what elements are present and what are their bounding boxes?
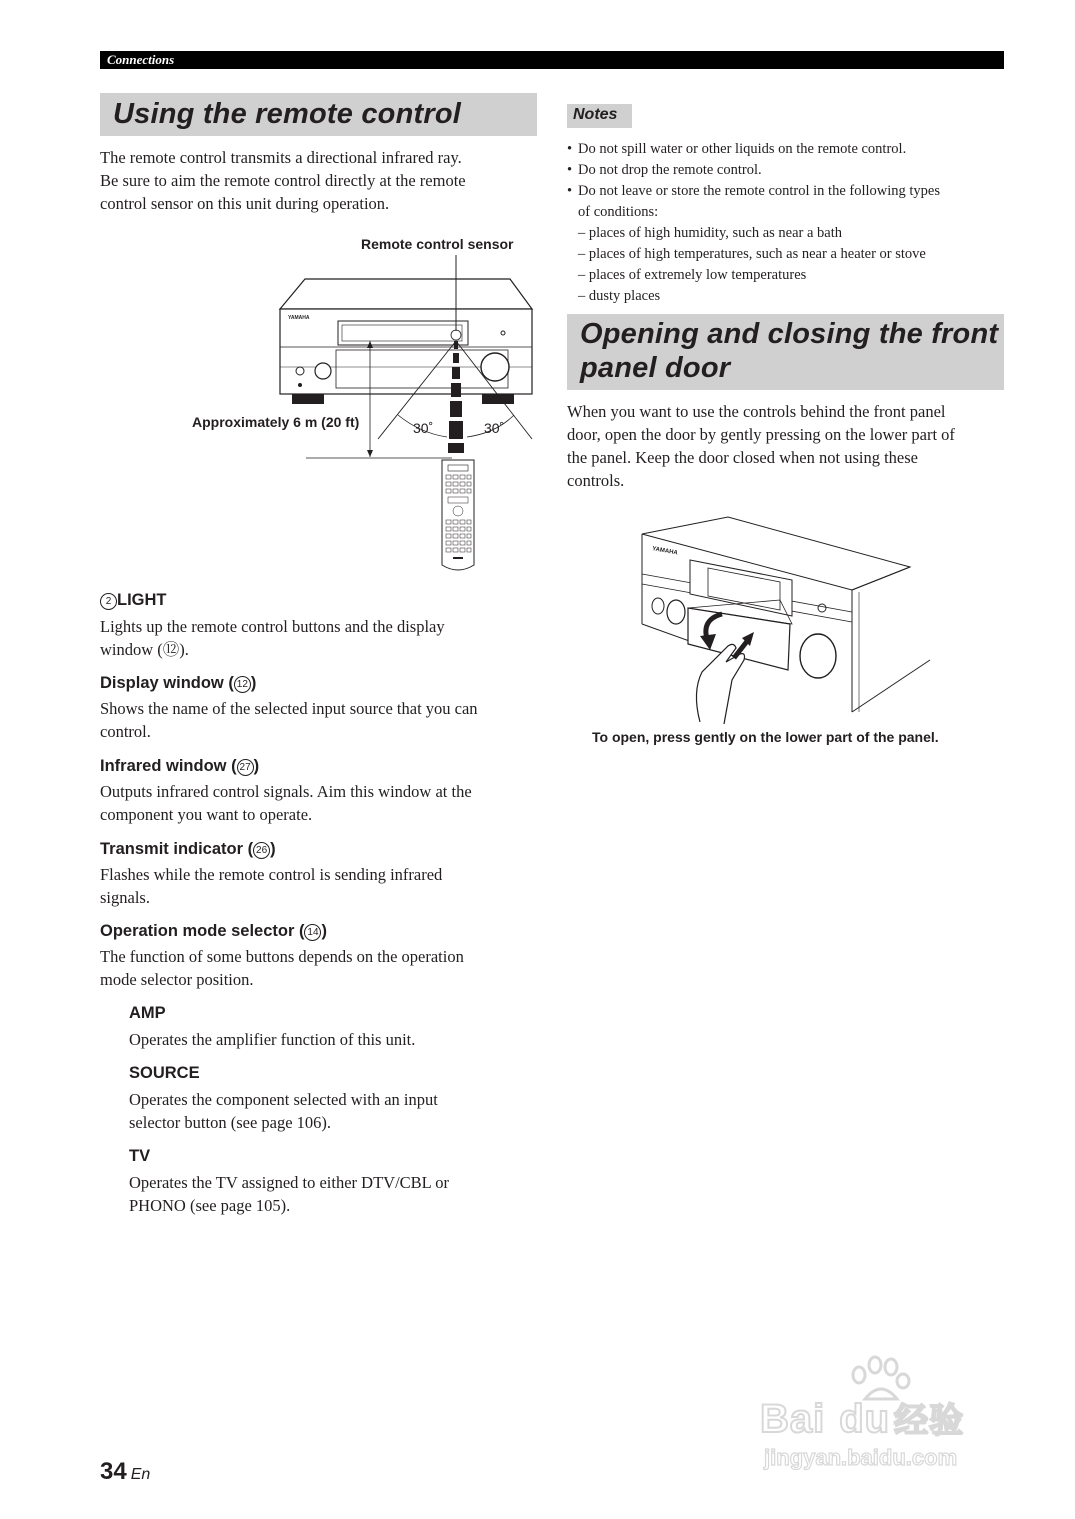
page-lang: En bbox=[130, 1466, 151, 1483]
page-number bbox=[100, 1458, 150, 1486]
ref-number: 2 bbox=[100, 593, 117, 610]
remote-sensor-diagram bbox=[270, 255, 540, 580]
item-display-body-2: control. bbox=[100, 722, 151, 741]
intro-line-1: The remote control transmits a directional infrared ray. bbox=[100, 148, 462, 167]
power-knob bbox=[315, 363, 331, 379]
door-intro-4: controls. bbox=[567, 471, 625, 490]
front-panel-diagram bbox=[630, 512, 940, 732]
section-label: Connections bbox=[107, 52, 175, 67]
item-light-body-2: window (⑫). bbox=[100, 640, 189, 659]
sensor-label: Remote control sensor bbox=[361, 236, 514, 252]
angle-left: 30˚ bbox=[413, 420, 434, 436]
ref-number: 27 bbox=[237, 759, 254, 776]
mode-amp-body: Operates the amplifier function of this unit. bbox=[129, 1030, 416, 1049]
item-display-body-1: Shows the name of the selected input source that you can bbox=[100, 699, 478, 718]
mode-tv-body-1: Operates the TV assigned to either DTV/CBL or bbox=[129, 1173, 450, 1192]
section-title-box bbox=[100, 93, 537, 136]
distance-label: Approximately 6 m (20 ft) bbox=[192, 414, 360, 430]
section-header-bar bbox=[100, 51, 1004, 69]
ref-number: 14 bbox=[304, 924, 321, 941]
item-transmit-body-2: signals. bbox=[100, 888, 150, 907]
mode-amp-heading: AMP bbox=[129, 1004, 166, 1022]
item-light-heading: 2 LIGHT bbox=[100, 591, 167, 610]
remote-control bbox=[442, 460, 474, 570]
wm-brand: Bai bbox=[760, 1397, 826, 1441]
section-title-2-line-1: Opening and closing the front bbox=[580, 318, 999, 350]
item-display-heading: Display window ( 12 ) bbox=[100, 674, 257, 692]
notes-list bbox=[567, 139, 1007, 307]
ref-number: 26 bbox=[253, 842, 270, 859]
ref-number: 12 bbox=[234, 676, 251, 693]
note-item: • Do not leave or store the remote control in the following types bbox=[567, 181, 1007, 202]
receiver-top bbox=[280, 279, 532, 309]
section-title-box-2 bbox=[567, 314, 1004, 390]
mode-tv-body-2: PHONO (see page 105). bbox=[129, 1196, 291, 1215]
note-subitem: – dusty places bbox=[578, 288, 661, 304]
item-infrared-heading: Infrared window ( 27 ) bbox=[100, 757, 260, 775]
note-subitem: – places of high humidity, such as near a bath bbox=[578, 225, 843, 241]
wm-cn: 经验 bbox=[894, 1402, 965, 1440]
display-window bbox=[338, 321, 468, 345]
brand-logo-2: YAMAHA bbox=[651, 546, 679, 557]
item-light-body-1: Lights up the remote control buttons and the display bbox=[100, 617, 445, 636]
door-intro-1: When you want to use the controls behind the front panel bbox=[567, 402, 946, 421]
note-item: • Do not drop the remote control. bbox=[567, 160, 1007, 181]
door-intro-2: door, open the door by gently pressing on the lower part of bbox=[567, 425, 955, 444]
item-infrared-body-2: component you want to operate. bbox=[100, 805, 313, 824]
mode-source-body-2: selector button (see page 106). bbox=[129, 1113, 332, 1132]
item-transmit-body-1: Flashes while the remote control is sending infrared bbox=[100, 865, 443, 884]
item-infrared-body-1: Outputs infrared control signals. Aim this window at the bbox=[100, 782, 472, 801]
mode-source-heading: SOURCE bbox=[129, 1064, 200, 1082]
section-title: Using the remote control bbox=[113, 98, 461, 130]
item-mode-heading: Operation mode selector ( 14 ) bbox=[100, 922, 327, 940]
mode-tv-heading: TV bbox=[129, 1147, 151, 1165]
note-subitem: – places of high temperatures, such as near a heater or stove bbox=[578, 246, 926, 262]
baidu-watermark bbox=[760, 1355, 1020, 1475]
note-subitem: – places of extremely low temperatures bbox=[578, 267, 807, 283]
wm-url: jingyan.baidu.com bbox=[764, 1445, 958, 1470]
note-item: • Do not spill water or other liquids on the remote control. bbox=[567, 139, 1007, 160]
item-mode-body-2: mode selector position. bbox=[100, 970, 254, 989]
door-intro-3: the panel. Keep the door closed when not using these bbox=[567, 448, 918, 467]
item-mode-body-1: The function of some buttons depends on the operation bbox=[100, 947, 464, 966]
figure-caption: To open, press gently on the lower part of the panel. bbox=[592, 729, 939, 745]
notes-label: Notes bbox=[573, 106, 618, 123]
wm-brand2: du bbox=[839, 1397, 891, 1441]
sensor-dot bbox=[451, 330, 461, 340]
note-item: of conditions: bbox=[578, 204, 659, 220]
section-title-2-line-2: panel door bbox=[580, 352, 731, 384]
item-transmit-heading: Transmit indicator ( 26 ) bbox=[100, 840, 276, 858]
intro-line-3: control sensor on this unit during operation. bbox=[100, 194, 390, 213]
volume-knob bbox=[481, 353, 509, 381]
angle-right: 30˚ bbox=[484, 420, 505, 436]
brand-logo: YAMAHA bbox=[288, 315, 310, 321]
mode-source-body-1: Operates the component selected with an input bbox=[129, 1090, 438, 1109]
notes-tag bbox=[567, 104, 632, 128]
page-number-value: 34 bbox=[100, 1458, 127, 1485]
intro-line-2: Be sure to aim the remote control directly at the remote bbox=[100, 171, 466, 190]
